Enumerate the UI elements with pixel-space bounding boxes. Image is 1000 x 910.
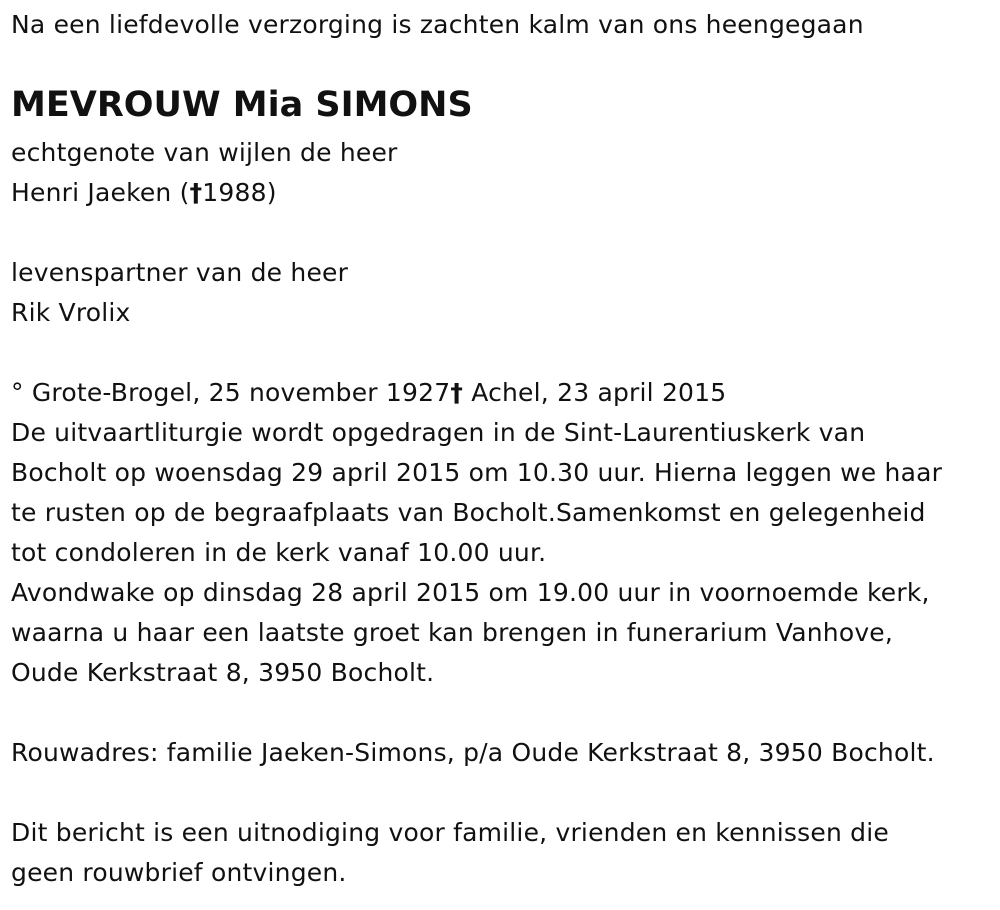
- partner-line-1: levenspartner van de heer: [11, 258, 349, 287]
- details-line: Bocholt op woensdag 29 april 2015 om 10.30 uur. Hierna leggen we haar: [11, 458, 943, 487]
- spouse-block: [11, 133, 398, 213]
- spouse-line-2: [11, 173, 398, 213]
- intro-text: Na een liefdevolle verzorging is zachten kalm van ons heengegaan: [11, 10, 864, 39]
- details-line: waarna u haar een laatste groet kan brengen in funerarium Vanhove,: [11, 618, 894, 647]
- cross-icon: †: [450, 378, 464, 407]
- death-text: Achel, 23 april 2015: [463, 378, 727, 407]
- details-line: tot condoleren in de kerk vanaf 10.00 uur.: [11, 538, 547, 567]
- closing-line: Dit bericht is een uitnodiging voor familie, vrienden en kennissen die: [11, 818, 889, 847]
- birth-text: ° Grote-Brogel, 25 november 1927: [11, 378, 451, 407]
- details-line: Oude Kerkstraat 8, 3950 Bocholt.: [11, 658, 435, 687]
- closing-line: geen rouwbrief ontvingen.: [11, 858, 347, 887]
- spouse-death-year: 1988): [202, 178, 277, 207]
- closing-block: [11, 813, 889, 893]
- spouse-line-1: echtgenote van wijlen de heer: [11, 138, 398, 167]
- partner-line-2: Rik Vrolix: [11, 298, 131, 327]
- spouse-name: Henri Jaeken (: [11, 178, 190, 207]
- address-block: [11, 733, 935, 773]
- cross-icon: †: [189, 178, 203, 207]
- details-line: De uitvaartliturgie wordt opgedragen in de Sint-Laurentiuskerk van: [11, 418, 866, 447]
- details-line: te rusten op de begraafplaats van Bocholt.Samenkomst en gelegenheid: [11, 498, 926, 527]
- details-line: Avondwake op dinsdag 28 april 2015 om 19.00 uur in voornoemde kerk,: [11, 578, 930, 607]
- birth-death-line: [11, 373, 942, 413]
- deceased-name: MEVROUW Mia SIMONS: [11, 85, 473, 125]
- mourning-address: Rouwadres: familie Jaeken-Simons, p/a Oude Kerkstraat 8, 3950 Bocholt.: [11, 738, 935, 767]
- details-block: [11, 373, 942, 693]
- partner-block: [11, 253, 348, 333]
